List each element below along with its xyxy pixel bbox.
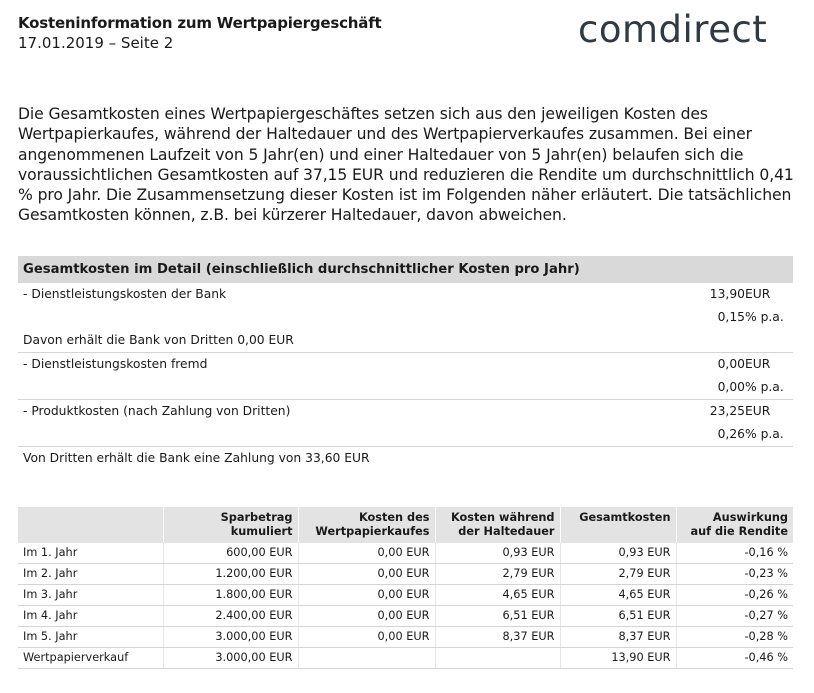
bank-cost-unit: EUR [745, 287, 771, 301]
table-row [18, 648, 793, 669]
table-row [18, 627, 793, 648]
col-header-kauf: Kosten des Wertpapierkaufes [298, 507, 435, 543]
table-header-row [18, 507, 793, 543]
cell-rendite: -0,16 % [676, 543, 793, 564]
cell-period: Im 5. Jahr [18, 627, 163, 648]
cell-halte [435, 648, 560, 669]
page-subtitle: 17.01.2019 – Seite 2 [18, 34, 174, 52]
cell-rendite: -0,26 % [676, 585, 793, 606]
cell-gesamt: 4,65 EUR [560, 585, 676, 606]
fremd-cost-label: - Dienstleistungskosten fremd [23, 357, 208, 371]
col-header-rendite: Auswirkung auf die Rendite [676, 507, 793, 543]
fremd-cost-amount: 0,00 [717, 357, 745, 371]
bank-cost-pct: 0,15 [717, 310, 745, 324]
bank-cost-amount: 13,90 [709, 287, 745, 301]
produkt-cost-row [18, 400, 793, 423]
cell-sparbetrag: 2.400,00 EUR [163, 606, 298, 627]
page-title: Kosteninformation zum Wertpapiergeschäft [18, 14, 382, 32]
cell-halte: 4,65 EUR [435, 585, 560, 606]
cell-sparbetrag: 3.000,00 EUR [163, 648, 298, 669]
col-header-period [18, 507, 163, 543]
cell-gesamt: 0,93 EUR [560, 543, 676, 564]
cell-kauf: 0,00 EUR [298, 564, 435, 585]
cost-by-year-table [18, 507, 793, 669]
cell-halte: 8,37 EUR [435, 627, 560, 648]
intro-paragraph: Die Gesamtkosten eines Wertpapiergeschäftes setzen sich aus den jeweiligen Kosten des Wertpapierkaufes, während der Haltedauer und des Wertpapierverkaufes zusammen. Bei einer angenommenen Laufzeit von 5 Jahr(en) und einer Haltedauer von 5 Jahr(en) belaufen sich die voraussichtlichen Gesamtkosten auf 37,15 EUR und reduzieren die Rendite um durchschnittlich 0,41 % pro Jahr. Die Zusammensetzung dieser Kosten ist im Folgenden näher erläutert. Die tatsächlichen Gesamtkosten können, z.B. bei kürzerer Haltedauer, davon abweichen. [18, 105, 794, 225]
col-header-gesamt: Gesamtkosten [560, 507, 676, 543]
table-row [18, 564, 793, 585]
fremd-pct-unit: % p.a. [745, 380, 784, 394]
produkt-pct-row [18, 423, 793, 447]
cell-halte: 0,93 EUR [435, 543, 560, 564]
cell-period: Im 3. Jahr [18, 585, 163, 606]
bank-cost-label: - Dienstleistungskosten der Bank [23, 287, 227, 301]
cell-halte: 6,51 EUR [435, 606, 560, 627]
cell-halte: 2,79 EUR [435, 564, 560, 585]
fremd-cost-pct: 0,00 [717, 380, 745, 394]
produkt-cost-pct: 0,26 [717, 427, 745, 441]
produkt-cost-label: - Produktkosten (nach Zahlung von Dritten) [23, 404, 291, 418]
cell-sparbetrag: 1.200,00 EUR [163, 564, 298, 585]
cell-gesamt: 13,90 EUR [560, 648, 676, 669]
table-row [18, 606, 793, 627]
fremd-cost-row [18, 353, 793, 376]
cost-detail-section [18, 256, 793, 470]
cell-period: Wertpapierverkauf [18, 648, 163, 669]
cell-rendite: -0,28 % [676, 627, 793, 648]
produkt-cost-amount: 23,25 [709, 404, 745, 418]
cell-period: Im 4. Jahr [18, 606, 163, 627]
bank-pct-unit: % p.a. [745, 310, 784, 324]
cell-rendite: -0,46 % [676, 648, 793, 669]
col-header-halte: Kosten während der Haltedauer [435, 507, 560, 543]
cell-gesamt: 8,37 EUR [560, 627, 676, 648]
produkt-note-row [18, 447, 793, 470]
produkt-pct-unit: % p.a. [745, 427, 784, 441]
cell-rendite: -0,27 % [676, 606, 793, 627]
table-row [18, 543, 793, 564]
bank-pct-row [18, 306, 793, 329]
cell-kauf [298, 648, 435, 669]
cell-rendite: -0,23 % [676, 564, 793, 585]
cell-sparbetrag: 1.800,00 EUR [163, 585, 298, 606]
col-header-sparbetrag: Sparbetrag kumuliert [163, 507, 298, 543]
comdirect-logo: comdirect [578, 8, 768, 51]
cell-kauf: 0,00 EUR [298, 606, 435, 627]
cell-sparbetrag: 3.000,00 EUR [163, 627, 298, 648]
cell-kauf: 0,00 EUR [298, 627, 435, 648]
bank-note: Davon erhält die Bank von Dritten 0,00 EUR [23, 333, 294, 347]
cell-period: Im 1. Jahr [18, 543, 163, 564]
cell-period: Im 2. Jahr [18, 564, 163, 585]
produkt-note: Von Dritten erhält die Bank eine Zahlung von 33,60 EUR [23, 451, 370, 465]
fremd-pct-row [18, 376, 793, 400]
cost-detail-heading: Gesamtkosten im Detail (einschließlich durchschnittlicher Kosten pro Jahr) [18, 256, 793, 283]
bank-note-row [18, 329, 793, 353]
table-row [18, 585, 793, 606]
produkt-cost-unit: EUR [745, 404, 771, 418]
cell-kauf: 0,00 EUR [298, 543, 435, 564]
cell-gesamt: 2,79 EUR [560, 564, 676, 585]
bank-cost-row [18, 283, 793, 306]
cell-sparbetrag: 600,00 EUR [163, 543, 298, 564]
cell-gesamt: 6,51 EUR [560, 606, 676, 627]
fremd-cost-unit: EUR [745, 357, 771, 371]
cell-kauf: 0,00 EUR [298, 585, 435, 606]
